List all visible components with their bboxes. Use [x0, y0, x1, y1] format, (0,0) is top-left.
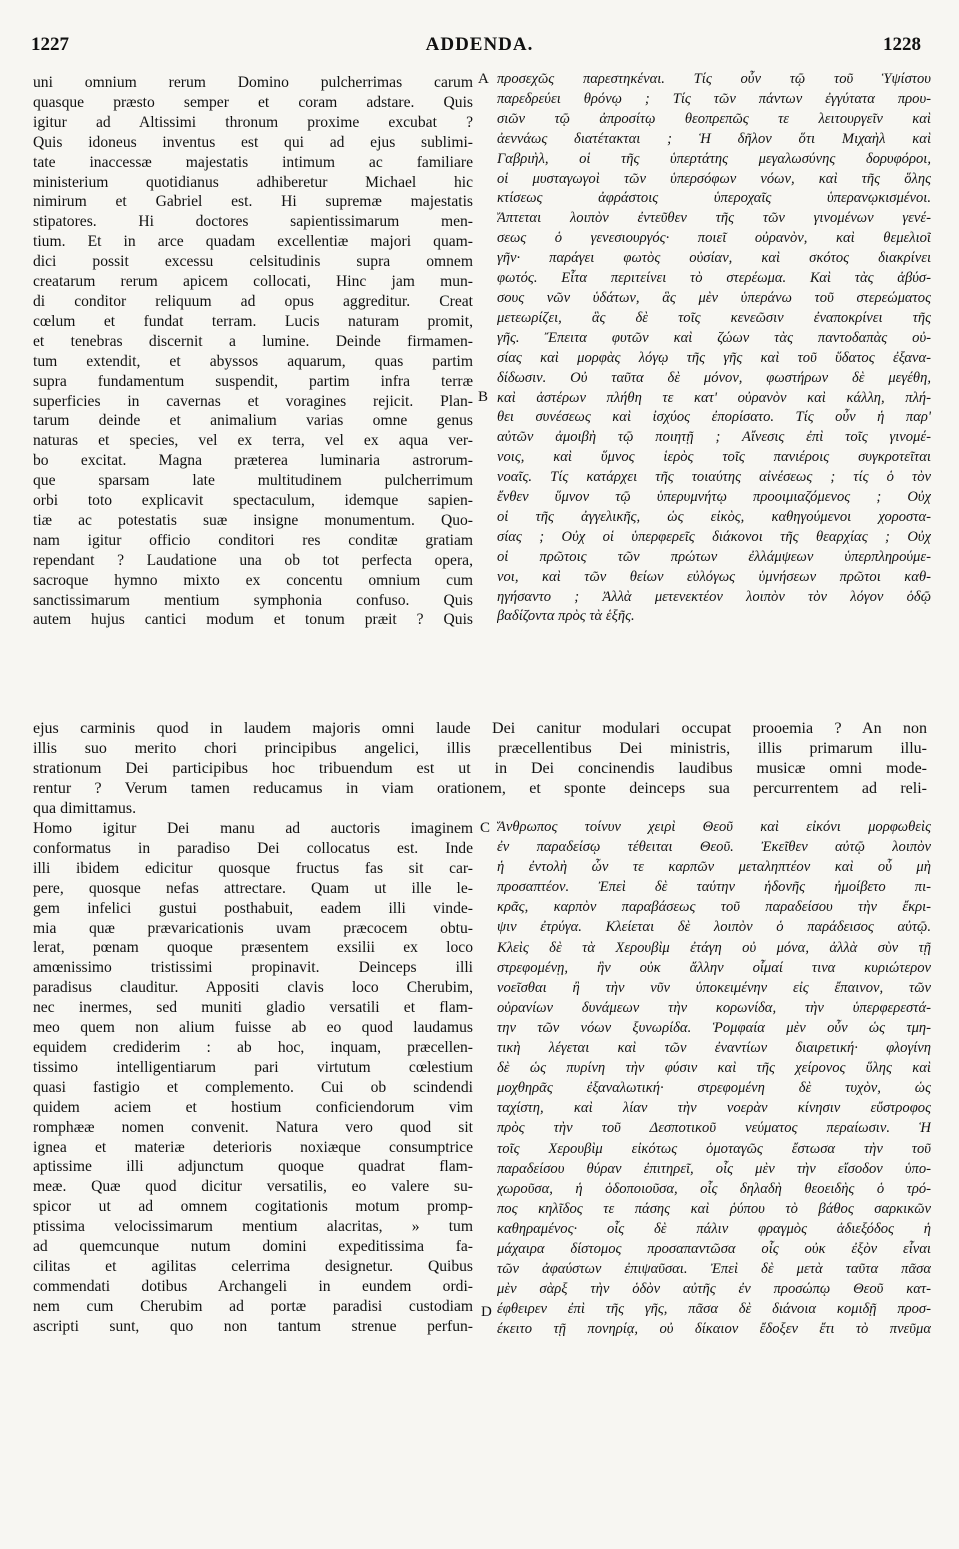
text-line: νοαῖς. Τίς κατάρχει τῆς τοιαύτης αἰνέσεως ; τίς ὁ τὸν — [497, 469, 931, 486]
text-line: pere, quosque nefas attrectare. Quam ut ille le- — [33, 879, 473, 897]
text-line: tium. Et in arce quadam excellentiæ majori quam- — [33, 233, 473, 251]
text-line: κρᾶς, καρπὸν παραβάσεως τοῦ παραδείσου τὴν ἔκρι- — [497, 899, 931, 916]
text-line: οὐρανίων δυνάμεων τὴν κορωνίδα, τὴν ὑπερφερεστά- — [497, 999, 931, 1016]
text-line: ejus carminis quod in laudem majoris omni laude Dei canitur modulari occupat prooemia ? An non — [33, 720, 927, 737]
text-line: δὲ ὡς πυρίνη τὴν φύσιν καὶ τῆς χείρονος ὕλης καὶ — [497, 1060, 931, 1077]
text-line: aptissime illi adjunctum quoque quadrat flam- — [33, 1158, 473, 1176]
text-line: nimirum et Gabriel est. Hi supremæ majestatis — [33, 193, 473, 211]
text-line: di conditor reliquum ad opus aggreditur. Creat — [33, 292, 473, 310]
text-line: σίας καὶ μορφὰς λόγῳ τῆς γῆς καὶ τοῦ ὕδατος ἐξανα- — [497, 349, 931, 366]
text-line: spicor ut ad omnem cogitationis motum promp- — [33, 1198, 473, 1216]
text-line: νοις, καὶ ὕμνος ἱερὸς τοῖς πανιέροις συγκροτεῖται — [497, 449, 931, 466]
text-line: ptissima velocissimarum mentium alacritas, » tum — [33, 1218, 473, 1236]
text-line: ascripti sunt, quo non tantum strenue perfun- — [33, 1317, 473, 1335]
text-line: ψιν ἐτρύγα. Κλείεται δὲ λοιπὸν ὁ παράδεισος αὐτῷ. — [497, 919, 931, 936]
text-line: quidem aciem et hostium conficiendorum vim — [33, 1098, 473, 1116]
text-line: γῆν· παράγει φωτὸς οὐσίαν, καὶ σκότος διακρίνει — [497, 250, 931, 267]
text-line: illi ibidem edicitur quosque fructus fas sit car- — [33, 859, 473, 877]
text-line: autem hujus cantici modum et tonum præit ? Quis — [33, 611, 473, 629]
text-line: igitur ad Altissimi thronum proxime excubat ? — [33, 113, 473, 131]
text-line: Quis idoneus inventus est qui ad ejus sublimi- — [33, 133, 473, 151]
text-line: ἔνθεν ὕμνον τῷ ὑπερυμνήτῳ προοιμιαζόμενος ; Οὐχ — [497, 489, 931, 506]
text-line: quasque præsto semper et coram adstare. Quis — [33, 93, 473, 111]
text-line: ad quemcunque nutum domini expeditissima fa- — [33, 1238, 473, 1256]
text-line: orbi toto explicavit spectaculum, idemque sapien- — [33, 492, 473, 510]
text-line: rependant ? Laudatione una ob tot perfecta opera, — [33, 551, 473, 569]
text-line: lerat, pœnam quoque præsentem exsilii ex loco — [33, 939, 473, 957]
text-line: σίας ; Οὐχ οἱ ὑπερφερεῖς διάκονοι τῆς θεαρχίας ; Οὐχ — [497, 528, 931, 545]
text-line: οἱ πρῶτοις τῶν πρώτων ἐλλάμψεων ὑπερπληρούμε- — [497, 548, 931, 565]
text-line: ἐν παραδείσῳ τέθειται Θεοῦ. Ἐκεῖθεν αὐτῷ λοιπὸν — [497, 839, 931, 856]
text-line: stipatores. Hi doctores sapientissimarum men- — [33, 213, 473, 231]
text-line: γῆς. Ἔπειτα φυτῶν καὶ ζώων τὰς παντοδαπὰς οὐ- — [497, 329, 931, 346]
text-line: bo excitat. Magna præterea luminaria astrorum- — [33, 452, 473, 470]
text-line: illis suo merito chori principibus angelici, illis præcellentibus Dei ministris, illis primarum illu- — [33, 740, 927, 757]
text-line: την τῶν νόων ξυνωρίδα. Ῥομφαία μὲν οὖν ὡς τμη- — [497, 1019, 931, 1036]
text-line: παρεδρεύει θρόνῳ ; Τίς τῶν πάντων ἐγγύτατα πρου- — [497, 90, 931, 107]
text-line: έφθειρεν ἐπὶ τῆς γῆς, πᾶσα δὲ διάνοια κομιδῇ προσ- — [497, 1301, 931, 1318]
text-line: qua dimittamus. — [33, 800, 137, 817]
text-line: σιῶν τῷ ἀπροσίτῳ θεοπρεπῶς τε λειτουργεῖν καὶ — [497, 110, 931, 127]
text-line: nam igitur officio conditori res conditæ gratiam — [33, 531, 473, 549]
text-line: ministerium quotidianus adhiberetur Michael hic — [33, 173, 473, 191]
text-line: χωροῦσα, ἡ ὁδοποιοῦσα, οἷς δηλαδὴ θεοειδὴς ὁ τρό- — [497, 1180, 931, 1197]
text-line: φωτός. Εἶτα περιτείνει τὸ στερέωμα. Καὶ τὰς ἀβύσ- — [497, 270, 931, 287]
text-line: μάχαιρα δίστομος προσαπαντῶσα οἷς οὐκ ἐξὸν εἶναι — [497, 1240, 931, 1257]
text-line: tate inaccessæ majestatis intimum ac familiare — [33, 153, 473, 171]
section-marker-a: A — [478, 71, 489, 87]
text-line: tum extendit, et abyssos aquarum, quas partim — [33, 352, 473, 370]
latin-column-bottom — [33, 819, 473, 1337]
text-line: Ἅπτεται λοιπὸν ἐντεῦθεν τῆς τῶν γινομένων γενέ- — [497, 210, 931, 227]
section-marker-c: C — [480, 820, 491, 836]
text-line: ἀεννάως διατέτακται ; Ἡ δῆλον ὅτι Μιχαὴλ καὶ — [497, 130, 931, 147]
text-line: ἡ ἐντολὴ ὧν τε καρπῶν μεταληπτέον καὶ οὗ μὴ — [497, 859, 931, 876]
text-line: cilitas et agilitas celerrima designetur. Quibus — [33, 1257, 473, 1275]
text-line: que sparsam late multitudinem pulcherrimum — [33, 472, 473, 490]
text-line: conformatus in paradiso Dei collocatus est. Inde — [33, 839, 473, 857]
text-line: οἱ τῆς ἀγγελικῆς, ὡς εἰκὸς, καθηγούμενοι χοροστα- — [497, 508, 931, 525]
text-line: νοι, καὶ τῶν θείων εὐλόγως ὑμνήσεων πρῶτοι καθ- — [497, 568, 931, 585]
text-line: Ἄνθρωπος τοίνυν χειρὶ Θεοῦ καὶ εἰκόνι μορφωθεὶς — [497, 819, 931, 835]
text-line: meæ. Quæ quod dicitur versatilis, eo valere su- — [33, 1178, 473, 1196]
text-line: tissimo intelligentiarum pari virtutum cœlestium — [33, 1058, 473, 1076]
text-line: mia quæ prævaricationis uvam præcocem obtu- — [33, 919, 473, 937]
text-line: Κλεὶς δὲ τὰ Χερουβὶμ ἐτάγη οὐ μόνα, ἀλλὰ σὺν τῇ — [497, 939, 931, 956]
text-line: πος κηλῖδος τε πάσης καὶ ῥύπου τὸ βάθος σαρκικῶν — [497, 1200, 931, 1217]
latin-column-top — [33, 73, 473, 630]
page-number-right: 1228 — [883, 34, 921, 55]
text-line: gem infelici gustui posthabuit, eadem illi vinde- — [33, 899, 473, 917]
text-line: quasi fastigio et complemento. Cui ob scindendi — [33, 1078, 473, 1096]
text-line: sacroque hymno mixto ex concentu omnium cum — [33, 571, 473, 589]
text-line: μοχθηρᾶς ἐξαναλωτική· στρεφομένη δὲ τυχὸν, ὡς — [497, 1080, 931, 1097]
text-line: nem cum Cherubim ad portæ paradisi custodiam — [33, 1297, 473, 1315]
text-line: νοεῖσθαι ἢ τὴν νῦν ὑποκειμένην εἰς ἔπαινον, τῶν — [497, 979, 931, 996]
text-line: αὐτῶν ἀμοιβὴ τῷ ποιητῇ ; Αἴνεσις ἐπὶ τοῖς γινομέ- — [497, 429, 931, 446]
text-line: naturas et species, vel ex terra, vel ex aqua ver- — [33, 432, 473, 450]
text-line: amœnissimo tristissimi propinavit. Deinceps illi — [33, 959, 473, 977]
text-line: σεως ὁ γενεσιουργός· ποιεῖ οὐρανὸν, καὶ θεμελιοῖ — [497, 230, 931, 247]
text-line: uni omnium rerum Domino pulcherrimas carum — [33, 74, 473, 91]
text-line: ignea et materiæ deterioris noxiæque consumptrice — [33, 1138, 473, 1156]
text-line: dici possit excessu celsitudinis supra omnem — [33, 253, 473, 271]
text-line: Homo igitur Dei manu ad auctoris imaginem — [33, 820, 473, 837]
text-line: θει συνέσεως καὶ ἰσχύος ἐπορίσατο. Τίς οὖν ἡ παρ' — [497, 409, 931, 426]
text-line: supra fundamentum suspendit, partim infra terræ — [33, 372, 473, 390]
text-line: τικὴ λέγεται καὶ τῶν ἐναντίων διαιρετική· φλογίνη — [497, 1040, 931, 1057]
text-line: strationum Dei participibus hoc tribuendum est ut in Dei concinendis laudibus musicæ omni mode- — [33, 760, 927, 777]
text-line: creatarum rerum apicem collocati, Hinc jam mun- — [33, 273, 473, 291]
text-line: commendati dotibus Archangeli in eundem ordi- — [33, 1277, 473, 1295]
text-line: nec inermes, sed muniti gladio versatili et flam- — [33, 999, 473, 1017]
text-line: μὲν σὰρξ τὴν ὁδὸν αὐτῆς ἐν προσώπῳ Θεοῦ κατ- — [497, 1281, 931, 1298]
text-line: sanctissimarum mentium symphonia confuso. Quis — [33, 591, 473, 609]
text-line: καὶ ἀστέρων πλήθη τε κατ' οὐρανὸν καὶ κάλλη, πλή- — [497, 389, 931, 406]
text-line: meo quem non alium fuisse ab eo quod laudamus — [33, 1019, 473, 1037]
text-line: Γαβριὴλ, οἱ τῆς ὑπερτάτης μεγαλωσύνης δορυφόροι, — [497, 150, 931, 167]
text-line: et tenebras discernit a lumine. Deinde firmamen- — [33, 332, 473, 350]
text-line: οἱ μυσταγωγοὶ τῶν ὑπερσόφων νόων, καὶ τῆς ὅλης — [497, 170, 931, 187]
latin-full-width-paragraph — [33, 719, 927, 819]
greek-column-bottom — [497, 817, 931, 1339]
text-line: προσαπτέον. Ἐπεὶ δὲ ταύτην ἡδονῆς ἠμοίβετο πι- — [497, 879, 931, 896]
text-line: rentur ? Verum tamen reducamus in viam orationem, et sponte deinceps sua percurrentem ad reli- — [33, 780, 927, 797]
text-line: equidem crediderim : ab hoc, inquam, præcellen- — [33, 1038, 473, 1056]
section-marker-d: D — [481, 1304, 492, 1320]
greek-column-top — [497, 70, 931, 627]
text-line: ταχίστη, καὶ λίαν τὴν νοερὰν κίνησιν εὔστροφος — [497, 1100, 931, 1117]
running-title: ADDENDA. — [425, 34, 534, 55]
text-line: cœlum et fundat terram. Lucis naturam promit, — [33, 312, 473, 330]
text-line: τῶν ἀφαύστων ἐπιψαῦσαι. Ἐπεὶ δὲ μετὰ ταῦτα πᾶσα — [497, 1261, 931, 1278]
text-line: καθηραμένος· οἷς δὲ πάλιν φραγμὸς ἀδιεξόδος ἡ — [497, 1220, 931, 1237]
text-line: superficies in cavernas et voragines rejicit. Plan- — [33, 392, 473, 410]
text-line: έκειτο τῇ πονηρίᾳ, οὐ δίκαιον ἔδοξεν ἔτι τὸ πνεῦμα — [497, 1321, 931, 1338]
text-line: paradisus clauditur. Appositi clavis loco Cherubim, — [33, 979, 473, 997]
text-line: romphææ nomen convenit. Natura vero quod sit — [33, 1118, 473, 1136]
text-line: tarum deinde et animalium varias omne genus — [33, 412, 473, 430]
text-line: σους νῶν ὑδάτων, ἃς μὲν ὑπεράνω τοῦ στερεώματος — [497, 289, 931, 306]
page-number-left: 1227 — [31, 34, 69, 55]
text-line: τοῖς Χερουβὶμ εἰκότως ὁμοταγῶς ἔστωσα τὴν τοῦ — [497, 1140, 931, 1157]
text-line: ηγήσαντο ; Ἀλλὰ μετενεκτέον λοιπὸν τὸν λόγον ὁδῷ — [497, 588, 931, 605]
text-line: δίδωσιν. Οὐ ταῦτα δὲ μόνον, φωστήρων δὲ μεγέθη, — [497, 369, 931, 386]
text-line: tiæ ac potestatis suæ insigne monumentum. Quo- — [33, 511, 473, 529]
text-line: προσεχῶς παρεστηκέναι. Τίς οὖν τῷ τοῦ Ὑψίστου — [497, 71, 931, 87]
text-line: στρεφομένῃ, ἣν οὐκ ἄλλην οἶμαί τινα κυριώτερον — [497, 959, 931, 976]
text-line: κτίσεως ἀφράστοις ὑπεροχαῖς ὑπερανῳκισμένοι. — [497, 190, 931, 207]
text-line: μετεωρίζει, ἃς δὲ τοῖς κενεῶσιν ἐναποκρίνει τῆς — [497, 309, 931, 326]
text-line: βαδίζοντα πρὸς τὰ ἑξῆς. — [497, 608, 635, 625]
section-marker-b: B — [478, 389, 489, 405]
text-line: πρὸς τὴν τοῦ Δεσποτικοῦ νεύματος περαίωσιν. Ἡ — [497, 1120, 931, 1137]
text-line: παραδείσου θύραν ἐπιτηρεῖ, οἷς μὲν τὴν εἴσοδον ὑπο- — [497, 1160, 931, 1177]
